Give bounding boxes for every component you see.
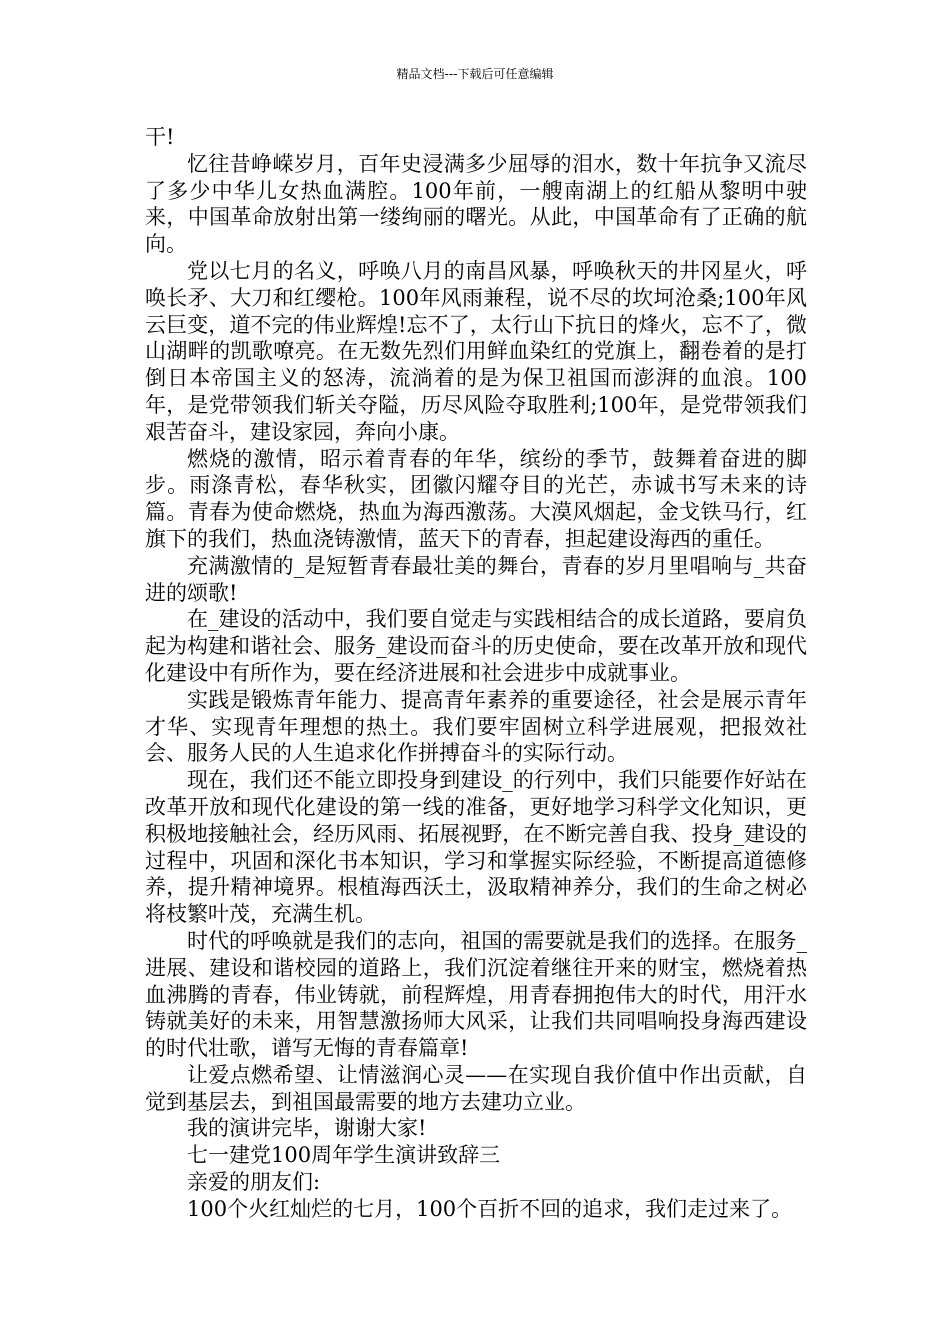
paragraph: 时代的呼唤就是我们的志向，祖国的需要就是我们的选择。在服务_进展、建设和谐校园的道路上，我们沉淀着继往开来的财宝，燃烧着热血沸腾的青春，伟业铸就，前程辉煌，用青春拥抱伟大的时代，用汗水铸就美好的未来，用智慧激扬师大风采，让我们共同唱响投身海西建设的时代壮歌，谱写无悔的青春篇章! bbox=[145, 928, 807, 1061]
paragraph: 让爱点燃希望、让情滋润心灵——在实现自我价值中作出贡献，自觉到基层去，到祖国最需要的地方去建功立业。 bbox=[145, 1062, 807, 1114]
paragraph: 我的演讲完毕，谢谢大家! bbox=[187, 1116, 427, 1141]
paragraph: 忆往昔峥嵘岁月，百年史浸满多少屈辱的泪水，数十年抗争又流尽了多少中华儿女热血满腔。100年前，一艘南湖上的红船从黎明中驶来，中国革命放射出第一缕绚丽的曙光。从此，中国革命有了正确的航向。 bbox=[145, 151, 807, 257]
paragraph: 实践是锻炼青年能力、提高青年素养的重要途径，社会是展示青年才华、实现青年理想的热土。我们要牢固树立科学进展观，把报效社会、服务人民的人生追求化作拼搏奋斗的实际行动。 bbox=[145, 687, 807, 766]
paragraph: 干! bbox=[145, 125, 175, 149]
paragraph: 七一建党100周年学生演讲致辞三 bbox=[187, 1143, 501, 1168]
paragraph: 燃烧的激情，昭示着青春的年华，缤纷的季节，鼓舞着奋进的脚步。雨涤青松，春华秋实，团徽闪耀夺目的光芒，赤诚书写未来的诗篇。青春为使命燃烧，热血为海西激荡。大漠风烟起，金戈铁马行，红旗下的我们，热血浇铸激情，蓝天下的青春，担起建设海西的重任。 bbox=[145, 446, 807, 551]
paragraph: 充满激情的_是短暂青春最壮美的舞台，青春的岁月里唱响与_共奋进的颂歌! bbox=[145, 553, 807, 605]
page-header: 精品文档---下载后可任意编辑 bbox=[396, 67, 554, 81]
paragraph: 亲爱的朋友们: bbox=[187, 1170, 321, 1195]
paragraph: 现在，我们还不能立即投身到建设_的行列中，我们只能要作好站在改革开放和现代化建设的第一线的准备，更好地学习科学文化知识，更积极地接触社会，经历风雨、拓展视野，在不断完善自我、投身_建设的过程中，巩固和深化书本知识，学习和掌握实际经验，不断提高道德修养，提升精神境界。根植海西沃土，汲取精神养分，我们的生命之树必将枝繁叶茂，充满生机。 bbox=[145, 768, 807, 927]
paragraph: 100个火红灿烂的七月，100个百折不回的追求，我们走过来了。 bbox=[187, 1196, 793, 1221]
paragraph: 在_建设的活动中，我们要自觉走与实践相结合的成长道路，要肩负起为构建和谐社会、服务_建设而奋斗的历史使命，要在改革开放和现代化建设中有所作为，要在经济进展和社会进步中成就事业。 bbox=[145, 607, 807, 685]
paragraph: 党以七月的名义，呼唤八月的南昌风暴，呼唤秋天的井冈星火，呼唤长矛、大刀和红缨枪。100年风雨兼程，说不尽的坎坷沧桑;100年风云巨变，道不完的伟业辉煌!忘不了，太行山下抗日的烽火，忘不了，微山湖畔的凯歌嘹亮。在无数先烈们用鲜血染红的党旗上，翻卷着的是打倒日本帝国主义的怒涛，流淌着的是为保卫祖国而澎湃的血浪。100年，是党带领我们斩关夺隘，历尽风险夺取胜利;100年，是党带领我们艰苦奋斗，建设家园，奔向小康。 bbox=[145, 258, 807, 444]
document-body bbox=[145, 124, 807, 1223]
